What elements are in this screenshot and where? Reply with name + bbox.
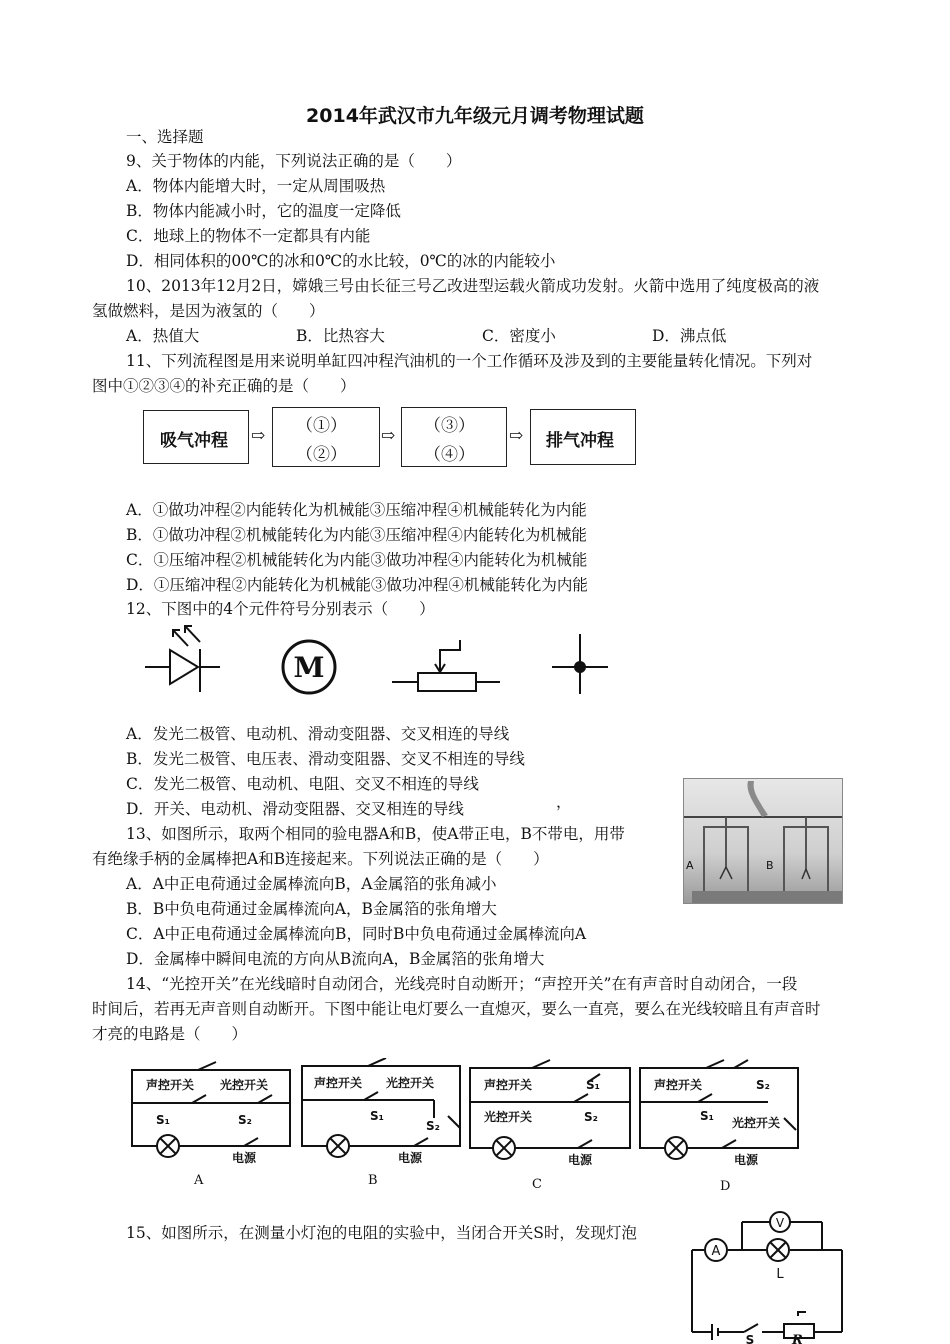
q13-option-c: C．A中正电荷通过金属棒流向B，同时B中负电荷通过金属棒流向A (126, 925, 587, 943)
rheostat-symbol-icon (392, 640, 500, 691)
q15-circuit (688, 1208, 850, 1344)
flow-blank-1: （①） (296, 416, 347, 436)
q10-option-d: D．沸点低 (652, 327, 727, 345)
q13-option-d: D．金属棒中瞬间电流的方向从B流向A，B金属箔的张角增大 (126, 950, 545, 968)
photo-label-b: B (766, 859, 774, 872)
d-s2: S₂ (756, 1078, 770, 1092)
q13-option-a: A．A中正电荷通过金属棒流向B，A金属箔的张角减小 (126, 875, 497, 893)
q14-stem-line3: 才亮的电路是（ ） (92, 1025, 248, 1043)
d-light-switch: 光控开关 (732, 1116, 781, 1130)
photo-label-a: A (686, 859, 694, 872)
b-sound-switch: 声控开关 (314, 1076, 363, 1090)
flow-blank-2: （②） (296, 445, 347, 465)
circuit-b (302, 1058, 460, 1157)
c-s1: S₁ (586, 1078, 600, 1092)
flow-intake-label: 吸气冲程 (160, 431, 228, 451)
junction-symbol-icon (552, 634, 608, 694)
q13-stem-line1: 13、如图所示，取两个相同的验电器A和B，使A带正电，B不带电，用带 (126, 825, 625, 843)
q13-stem-line2: 有绝缘手柄的金属棒把A和B连接起来。下列说法正确的是（ ） (92, 850, 549, 868)
flow-arrow-icon: ⇨ (251, 426, 266, 446)
flow-blank-3: （③） (424, 416, 475, 436)
caption-d: D (720, 1179, 731, 1194)
motor-symbol-icon (283, 641, 335, 693)
caption-b: B (368, 1173, 378, 1188)
q12-option-c: C．发光二极管、电动机、电阻、交叉不相连的导线 (126, 775, 479, 793)
section-heading: 一、选择题 (126, 128, 204, 146)
d-power: 电源 (734, 1153, 759, 1167)
d-sound-switch: 声控开关 (654, 1078, 703, 1092)
b-s2: S₂ (426, 1119, 440, 1133)
c-sound-switch: 声控开关 (484, 1078, 533, 1092)
q9-option-d: D．相同体积的00℃的冰和0℃的水比较，0℃的冰的内能较小 (126, 252, 556, 270)
q11-option-a: A．①做功冲程②内能转化为机械能③压缩冲程④机械能转化为内能 (126, 501, 587, 519)
q10-stem-line2: 氢做燃料，是因为液氢的（ ） (92, 302, 325, 320)
flow-blank-4: （④） (424, 445, 475, 465)
q12-stem: 12、下图中的4个元件符号分别表示（ ） (126, 600, 435, 618)
electroscope-photo (683, 778, 843, 904)
q10-stem-line1: 10、2013年12月2日，嫦娥三号由长征三号乙改进型运载火箭成功发射。火箭中选用了纯度极高的液 (126, 277, 820, 295)
caption-c: C (532, 1177, 542, 1192)
a-s2: S₂ (238, 1113, 252, 1127)
a-power: 电源 (232, 1151, 257, 1165)
b-s1: S₁ (370, 1109, 384, 1123)
page-title: 2014年武汉市九年级元月调考物理试题 (306, 105, 644, 127)
caption-a: A (194, 1173, 204, 1188)
q13-option-b: B．B中负电荷通过金属棒流向A，B金属箔的张角增大 (126, 900, 497, 918)
b-power: 电源 (398, 1151, 423, 1165)
stray-mark: ， (556, 793, 572, 811)
d-s1: S₁ (700, 1109, 714, 1123)
q12-option-a: A．发光二极管、电动机、滑动变阻器、交叉相连的导线 (126, 725, 510, 743)
c-light-switch: 光控开关 (484, 1110, 533, 1124)
lamp-label: L (776, 1267, 784, 1282)
q14-stem-line2: 时间后，若再无声音则自动断开。下图中能让电灯要么一直熄灭，要么一直亮，要么在光线较暗且有声音时 (92, 1000, 821, 1018)
a-sound-switch: 声控开关 (146, 1078, 195, 1092)
flow-arrow-icon: ⇨ (381, 426, 396, 446)
circuit-a (132, 1062, 290, 1157)
a-light-switch: 光控开关 (220, 1078, 269, 1092)
circuit-d (640, 1060, 798, 1159)
q11-option-c: C．①压缩冲程②机械能转化为内能③做功冲程④内能转化为机械能 (126, 551, 588, 569)
motor-letter: M (293, 651, 325, 684)
q9-option-b: B．物体内能减小时，它的温度一定降低 (126, 202, 401, 220)
q11-option-b: B．①做功冲程②机械能转化为内能③压缩冲程④内能转化为机械能 (126, 526, 587, 544)
q10-option-b: B．比热容大 (296, 327, 385, 345)
q9-option-c: C．地球上的物体不一定都具有内能 (126, 227, 371, 245)
flow-arrow-icon: ⇨ (509, 426, 524, 446)
a-s1: S₁ (156, 1113, 170, 1127)
q11-stem-line1: 11、下列流程图是用来说明单缸四冲程汽油机的一个工作循环及涉及到的主要能量转化情况。下列对 (126, 352, 813, 370)
rheostat-label: R (792, 1333, 803, 1344)
b-light-switch: 光控开关 (386, 1076, 435, 1090)
q11-stem-line2: 图中①②③④的补充正确的是（ ） (92, 377, 356, 395)
q10-option-a: A．热值大 (126, 327, 200, 345)
q14-stem-line1: 14、“光控开关”在光线暗时自动闭合，光线亮时自动断开；“声控开关”在有声音时自动闭合，一段 (126, 975, 798, 993)
q12-option-d: D．开关、电动机、滑动变阻器、交叉相连的导线 (126, 800, 464, 818)
q12-option-b: B．发光二极管、电压表、滑动变阻器、交叉不相连的导线 (126, 750, 525, 768)
voltmeter-label: V (775, 1216, 785, 1230)
c-s2: S₂ (584, 1110, 598, 1124)
q9-stem: 9、关于物体的内能，下列说法正确的是（ ） (126, 152, 462, 170)
led-symbol-icon (145, 626, 220, 692)
q9-option-a: A．物体内能增大时，一定从周围吸热 (126, 177, 386, 195)
q11-option-d: D．①压缩冲程②内能转化为机械能③做功冲程④机械能转化为内能 (126, 576, 588, 594)
q15-stem: 15、如图所示，在测量小灯泡的电阻的实验中，当闭合开关S时，发现灯泡 (126, 1224, 637, 1242)
q12-symbols (140, 622, 620, 702)
ammeter-label: A (711, 1244, 721, 1259)
c-power: 电源 (568, 1153, 593, 1167)
flow-exhaust-label: 排气冲程 (546, 431, 614, 451)
q14-circuits (128, 1058, 808, 1198)
switch-label: S (745, 1333, 755, 1344)
q10-option-c: C．密度小 (482, 327, 556, 345)
